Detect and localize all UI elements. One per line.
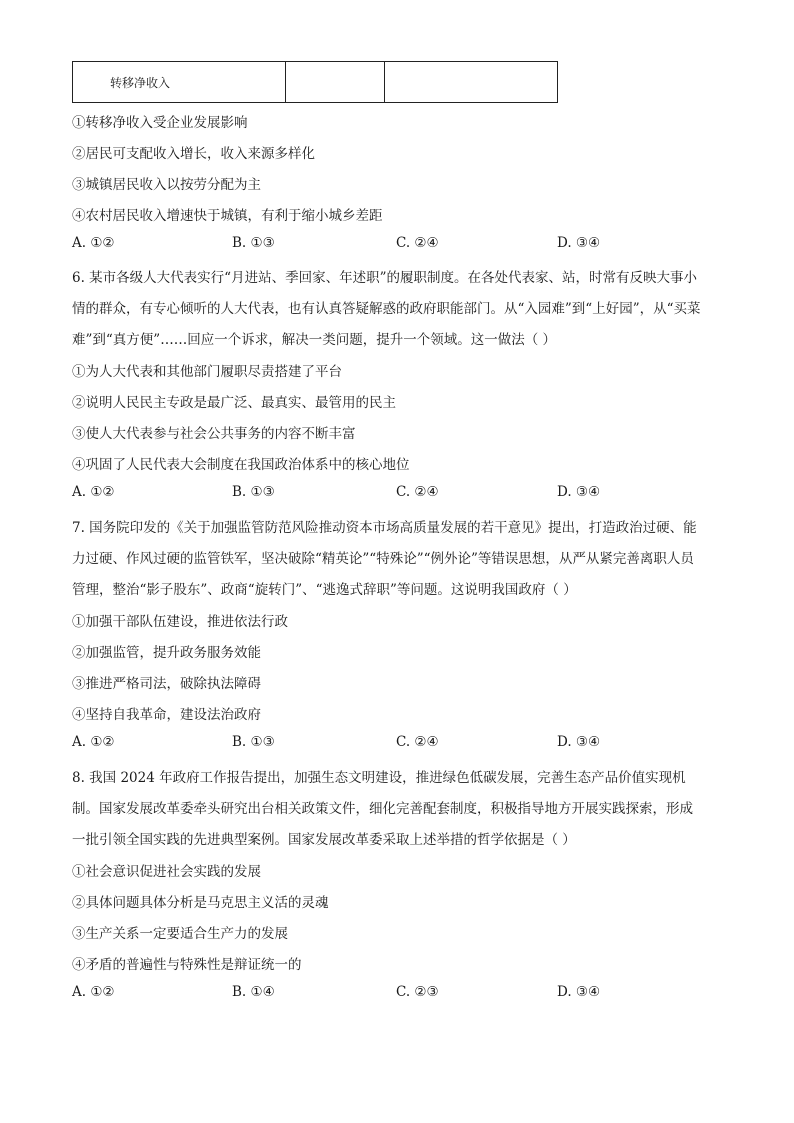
q8-statement-1: ①社会意识促进社会实践的发展 — [72, 864, 261, 880]
q8-statement-2: ②具体问题具体分析是马克思主义活的灵魂 — [72, 895, 329, 911]
q6-statement-4: ④巩固了人民代表大会制度在我国政治体系中的核心地位 — [72, 457, 410, 473]
q8-option-d[interactable]: D. ③④ — [557, 984, 601, 1000]
q7-statement-1: ①加强干部队伍建设，推进依法行政 — [72, 614, 288, 630]
q8-stem-line-2: 制。国家发展改革委牵头研究出台相关政策文件，细化完善配套制度，积极指导地方开展实践探索，形成 — [72, 801, 693, 817]
q6-stem-line-3: 难”到“真方便”……回应一个诉求，解决一类问题，提升一个领域。这一做法（ ） — [72, 332, 556, 348]
q6-statement-2: ②说明人民民主专政是最广泛、最真实、最管用的民主 — [72, 395, 396, 411]
q6-statement-1: ①为人大代表和其他部门履职尽责搭建了平台 — [72, 364, 342, 380]
q5-option-a[interactable]: A. ①② — [72, 235, 115, 251]
q5-option-c[interactable]: C. ②④ — [396, 235, 439, 251]
q8-stem-line-1: 8. 我国 2024 年政府工作报告提出，加强生态文明建设，推进绿色低碳发展，完善生态产品价值实现机 — [72, 770, 686, 786]
q5-option-d[interactable]: D. ③④ — [557, 235, 601, 251]
q6-option-d[interactable]: D. ③④ — [557, 484, 601, 500]
q6-option-b[interactable]: B. ①③ — [232, 484, 275, 500]
q7-stem-line-2: 力过硬、作风过硬的监管铁军，坚决破除“精英论”“特殊论”“例外论”等错误思想，从严从紧完善离职人员 — [72, 551, 694, 567]
q7-option-d[interactable]: D. ③④ — [557, 734, 601, 750]
q7-statement-2: ②加强监管，提升政务服务效能 — [72, 645, 261, 661]
q6-option-c[interactable]: C. ②④ — [396, 484, 439, 500]
q8-option-c[interactable]: C. ②③ — [396, 984, 439, 1000]
q5-statement-3: ③城镇居民收入以按劳分配为主 — [72, 177, 261, 193]
q8-statement-4: ④矛盾的普遍性与特殊性是辩证统一的 — [72, 957, 302, 973]
table-cell — [286, 62, 385, 103]
q7-statement-4: ④坚持自我革命，建设法治政府 — [72, 707, 261, 723]
q8-option-b[interactable]: B. ①④ — [232, 984, 275, 1000]
table-row — [73, 62, 558, 103]
q5-statement-1: ①转移净收入受企业发展影响 — [72, 115, 248, 131]
q8-option-a[interactable]: A. ①② — [72, 984, 115, 1000]
table-cell — [385, 62, 558, 103]
table-row-label: 转移净收入 — [73, 62, 286, 103]
q7-stem-line-3: 管理，整治“影子股东”、政商“旋转门”、“逃逸式辞职”等问题。这说明我国政府（ ） — [72, 582, 577, 598]
q5-statement-4: ④农村居民收入增速快于城镇，有利于缩小城乡差距 — [72, 208, 383, 224]
q8-statement-3: ③生产关系一定要适合生产力的发展 — [72, 926, 288, 942]
q7-stem-line-1: 7. 国务院印发的《关于加强监管防范风险推动资本市场高质量发展的若干意见》提出，打造政治过硬、能 — [72, 520, 697, 536]
q7-option-c[interactable]: C. ②④ — [396, 734, 439, 750]
q6-statement-3: ③使人大代表参与社会公共事务的内容不断丰富 — [72, 426, 356, 442]
q7-option-b[interactable]: B. ①③ — [232, 734, 275, 750]
income-table — [72, 61, 558, 103]
q6-option-a[interactable]: A. ①② — [72, 484, 115, 500]
q8-stem-line-3: 一批引领全国实践的先进典型案例。国家发展改革委采取上述举措的哲学依据是（ ） — [72, 832, 576, 848]
q5-statement-2: ②居民可支配收入增长，收入来源多样化 — [72, 146, 315, 162]
q7-statement-3: ③推进严格司法，破除执法障碍 — [72, 676, 261, 692]
q7-option-a[interactable]: A. ①② — [72, 734, 115, 750]
q6-stem-line-1: 6. 某市各级人大代表实行“月进站、季回家、年述职”的履职制度。在各处代表家、站，时常有反映大事小 — [72, 270, 697, 286]
q5-option-b[interactable]: B. ①③ — [232, 235, 275, 251]
q6-stem-line-2: 情的群众，有专心倾听的人大代表，也有认真答疑解惑的政府职能部门。从“入园难”到“上好园”，从“买菜 — [72, 301, 701, 317]
